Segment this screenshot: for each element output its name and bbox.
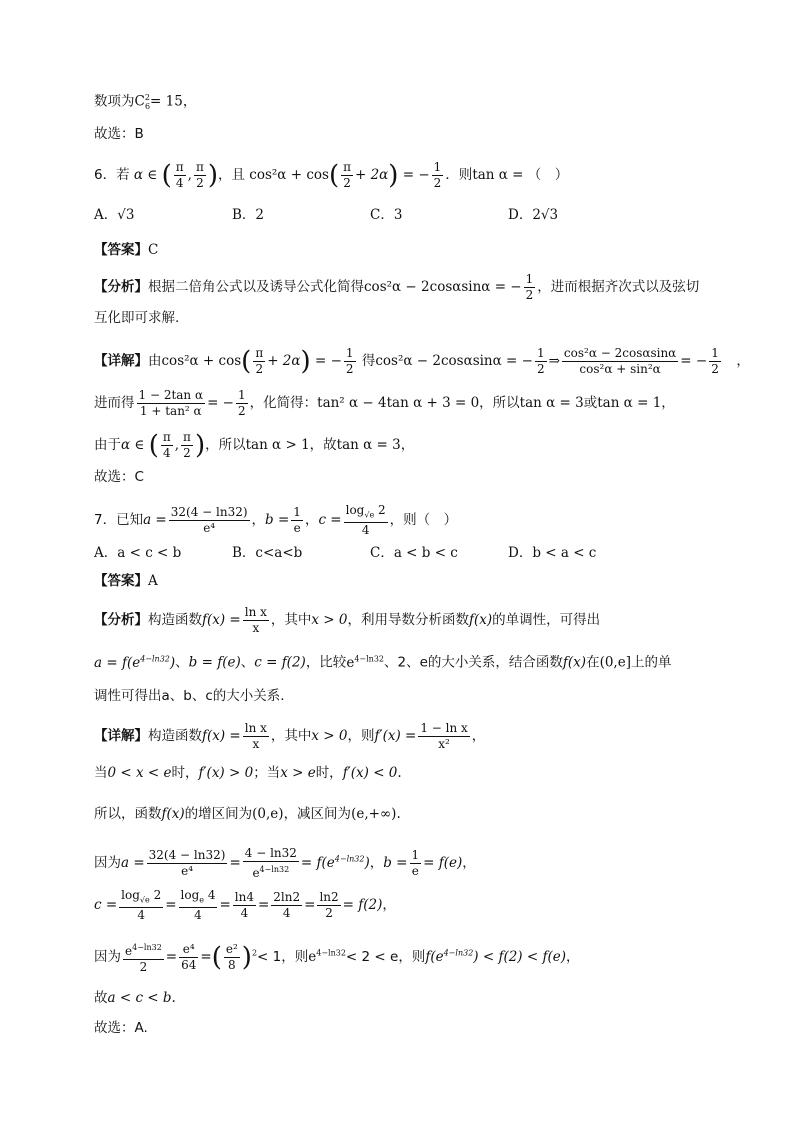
q7-option-c: C．a < b < c	[370, 545, 458, 561]
q7-analysis-sep1: 、	[175, 654, 189, 671]
q6-cos2-expr: cos²α + cos	[249, 167, 329, 183]
q6-detail-pr: )	[300, 346, 311, 377]
q7-detail-3c: 的增区间为	[184, 806, 253, 822]
q6-detail-line2	[94, 388, 675, 419]
q5-tail-end: ，	[182, 93, 197, 110]
q7-analysis-tag: 【分析】	[94, 612, 148, 628]
q6-detail-line3: 由于α ∈ ( $\frac{\pi}{4}$ , $\frac{\pi}{2}$ )，所以tan α > 1，故tan α = 3，	[94, 430, 415, 461]
q7-a-frac: $\frac{32(4 - \ln 32)}{\text{e⁴}}$	[170, 505, 248, 536]
q7-answer: A	[148, 573, 158, 589]
q6-detail-3b: ，所以	[205, 437, 246, 453]
q6-detail-3-pi4: $\frac{\pi}{4}$	[162, 430, 171, 460]
q6-answer-tag: 【答案】	[94, 242, 148, 258]
q6-detail-half4: $\frac{1}{2}$	[238, 388, 246, 418]
q7-detail-4-bfrac: $\frac{1}{e}$	[411, 848, 420, 878]
q7-detail-3g: .	[396, 806, 401, 822]
q7-option-a: A．a < c < b	[94, 545, 182, 561]
q7-detail-5-f2: $\frac{\log_e 4}{4}$	[180, 888, 216, 923]
q7-number: 7．已知	[94, 512, 144, 529]
q7-detail-3a: 所以，函数	[94, 806, 162, 822]
q6-frac-pi2: $\frac{\pi}{2}$	[195, 160, 204, 190]
q7-detail-6-f1: $\frac{e^{4-ln32}}{2}$	[123, 940, 164, 975]
q7-detail-2c: 时，	[171, 765, 199, 781]
q6-detail-pi2: $\frac{\pi}{2}$	[255, 346, 264, 376]
q7-analysis-a-def: $a = f(e^{4-ln32})$	[94, 654, 176, 671]
q7-detail-5-eq3: =	[257, 897, 270, 914]
q6-analysis-half: $\frac{1}{2}$	[525, 272, 534, 302]
q6-plus-2a: + 2α	[354, 167, 389, 183]
q7-detail-2a: 当	[94, 765, 108, 781]
q7-detail-5-ceq: c =	[94, 897, 118, 914]
q7-detail-6-ineq: $f(e^{4-ln32}) < f(2) < f(e)$	[425, 948, 566, 965]
q7-analysis-1e: f(x)	[469, 612, 493, 628]
q7-detail-5-eq1: =	[165, 897, 177, 914]
q6-detail-half2: $\frac{1}{2}$	[536, 346, 545, 376]
q6-if: 若	[116, 167, 130, 183]
q7-detail-2f: x > e	[280, 765, 316, 781]
q7-analysis-2c: f(x)	[562, 654, 587, 671]
q6-detail-eq1: = −	[310, 353, 342, 369]
q6-detail-3a: 由于	[94, 437, 121, 453]
q7-answer-tag: 【答案】	[94, 573, 148, 589]
q6-detail-line1	[94, 346, 750, 377]
q7-analysis-2: ，比较	[305, 654, 347, 671]
q7-sep1: ，	[251, 512, 266, 529]
q6-detail-implies: ⇒	[548, 353, 560, 369]
q6-detail-2e: tan α = 3	[519, 395, 584, 411]
q7-detail-4-eq: =	[229, 855, 241, 871]
q7-b-frac: $\frac{1}{e}$	[293, 505, 301, 536]
q6-detail-3-pl: (	[148, 430, 159, 461]
q7-detail-1b: ，其中	[270, 728, 312, 744]
q7-detail-4-aeq: a =	[121, 855, 145, 871]
q7-analysis-sep2: 、	[240, 654, 255, 671]
q7-detail-fx: f(x) =	[202, 728, 241, 744]
q5-select: 故选：B	[94, 126, 144, 142]
q6-detail-tag: 【详解】	[94, 353, 148, 369]
q7-detail-6-sq: 2	[251, 948, 258, 958]
q6-stem-end: ．则	[445, 167, 473, 183]
q7-detail-1d: ，则	[347, 728, 375, 744]
q7-detail-4-bf: = f(e)	[423, 855, 463, 871]
q5-comb-symbol: C	[134, 93, 145, 110]
q7-detail-4-f: = $f(e^{4-ln32})$	[300, 854, 370, 871]
q7-analysis-2d: 在	[586, 654, 600, 671]
q6-detail-half1: $\frac{1}{2}$	[345, 346, 354, 376]
q7-detail-6-eq2: =	[200, 949, 212, 965]
q6-detail-2f: 或	[583, 395, 598, 411]
q6-stem: 6．若 α ∈ ( $\frac{\pi}{4}$ , $\frac{\pi}{2}$ )，且 cos²α + cos( $\frac{\pi}{2}$ + 2α) = − $\frac{1}{2}$ ．则tan α = （ ）	[94, 160, 569, 191]
q7-detail-line5	[94, 888, 396, 923]
q7-detail-6b: < 1，则	[257, 949, 309, 965]
q7-answer-line	[94, 571, 158, 591]
q7-analysis-line3: 调性可得出a、b、c的大小关系.	[94, 688, 285, 704]
q6-option-a: A．√3	[94, 207, 135, 223]
q7-detail-line3	[94, 804, 401, 824]
q7-detail-5-f2val: = f(2)	[342, 897, 383, 914]
q7-detail-lnx: $\frac{\text{ln x}}{x}$	[244, 721, 267, 751]
q6-detail-1b: 得	[361, 353, 376, 369]
q7-detail-6c: < 2 < e，则	[345, 949, 426, 965]
q7-a-eq: a =	[143, 512, 167, 529]
q6-detail-2g: tan α = 1	[597, 395, 662, 411]
q7-detail-2g: 时，	[315, 765, 343, 781]
q6-paren-left: (	[161, 160, 172, 191]
q7-detail-3e: ，减区间为	[283, 806, 352, 822]
q6-detail-2a-text: 进而得	[94, 395, 135, 411]
q6-analysis-line2: 互化即可求解.	[94, 310, 180, 326]
q7-analysis-1d: ，利用导数分析函数	[347, 612, 470, 628]
q6-answer-line	[94, 240, 158, 260]
q6-detail-2a: + 2α	[267, 353, 301, 369]
q7-detail-2d: f′(x) > 0	[198, 765, 254, 781]
q6-detail-1a: 由	[148, 353, 162, 369]
q7-detail-4-sep: ，	[369, 855, 384, 871]
q7-detail-line1	[94, 721, 485, 752]
q6-detail-expr2: cos²α − 2cosαsinα = −	[375, 353, 533, 369]
q7-detail-6-exp: $e^{4-ln32}$	[308, 948, 346, 965]
q7-detail-5end: ，	[382, 897, 396, 914]
q6-detail-tan-frac: $\frac{\text{1 − 2tan α}}{\text{1 + tan² α}}$	[138, 388, 204, 418]
q7-detail-6-f2: $\frac{\text{e⁴}}{64}$	[181, 942, 197, 972]
q7-analysis-fx: f(x) =	[202, 612, 241, 628]
q6-detail-3d: ，故	[309, 437, 337, 453]
q7-detail-2b: 0 < x < e	[107, 765, 172, 781]
q6-analysis-tag: 【分析】	[94, 279, 148, 295]
q7-detail-7: 故	[94, 990, 108, 1006]
q6-analysis-expr: cos²α − 2cosαsinα = −	[364, 279, 522, 295]
q7-detail-2e: ；当	[253, 765, 281, 781]
q7-detail-1c: x > 0	[311, 728, 348, 744]
q7-detail-4-frac1: $\frac{32(4 - \ln 32)}{\text{e⁴}}$	[148, 848, 226, 878]
q7-sep2: ，	[304, 512, 319, 529]
q6-detail-pl: (	[241, 346, 252, 377]
q7-stem	[94, 503, 457, 538]
q7-option-b: B．c<a<b	[232, 545, 303, 561]
q7-detail-3b: f(x)	[161, 806, 185, 822]
q7-c-eq: c =	[318, 512, 342, 529]
q7-detail-5-f4: $\frac{2\ln 2}{4}$	[273, 890, 301, 921]
q7-detail-1: 构造函数	[148, 728, 202, 744]
q7-detail-6-pl: (	[211, 942, 222, 973]
q6-detail-half3: $\frac{1}{2}$	[711, 346, 719, 376]
q5-comb-sub: 6	[144, 102, 151, 112]
q5-tail-prefix: 数项为	[94, 93, 135, 110]
q7-analysis-exp: $e^{4-ln32}$	[346, 654, 384, 671]
q7-detail-6-eq1: =	[165, 949, 178, 965]
q6-detail-comma: ，	[722, 353, 750, 369]
q6-detail-2h: ，	[661, 395, 675, 411]
q7-detail-7c: .	[171, 990, 176, 1006]
q7-detail-5-f1: $\frac{\log_{√e} 2}{4}$	[121, 888, 162, 923]
q6-alpha-in: α ∈	[133, 167, 162, 183]
q6-paren-right-2: )	[388, 160, 399, 191]
q6-detail-tan-eq: = −	[207, 395, 234, 411]
q7-analysis-2e: (0,e]	[599, 654, 631, 671]
q7-detail-5-f3: $\frac{\ln 4}{4}$	[234, 890, 254, 921]
q7-analysis-2b: 、2、e的大小关系，结合函数	[384, 654, 563, 671]
q7-c-frac: $\frac{\log_{√e} 2}{4}$	[345, 503, 386, 538]
q6-detail-eq3: = −	[680, 353, 708, 369]
q6-detail-2b: ，化简得：	[249, 395, 318, 411]
q7-analysis-1f: 的单调性，可得出	[492, 612, 601, 628]
q7-detail-4b: ，	[462, 855, 476, 871]
q6-option-b: B．2	[232, 207, 265, 223]
q6-option-c: C．3	[370, 207, 403, 223]
q6-detail-big-frac: $\frac{\text{cos²α − 2cosαsinα}}{\text{cos²α + sin²α}}$	[563, 346, 677, 376]
q7-select: 故选：A.	[94, 1020, 148, 1036]
q6-frac-pi4: $\frac{\pi}{4}$	[175, 160, 184, 190]
q7-end: ，则（ ）	[389, 512, 458, 529]
q6-detail-3c: tan α > 1	[245, 437, 310, 453]
q7-analysis-2f: 上的单	[630, 654, 672, 671]
q7-analysis-1c: x > 0	[311, 612, 348, 628]
q7-analysis-1: 构造函数	[148, 612, 202, 628]
q7-detail-4-frac2: $\frac{4 - \ln 32}{e^{4-ln32}}$	[244, 846, 297, 880]
q6-detail-3e: tan α = 3	[336, 437, 401, 453]
q6-analysis-line1	[94, 272, 699, 303]
q7-detail-line7	[94, 988, 176, 1008]
q6-frac-half: $\frac{1}{2}$	[433, 160, 442, 190]
q6-detail-3-pr: )	[194, 430, 206, 461]
q7-detail-line6	[94, 940, 579, 975]
q5-comb-sup: 2	[144, 93, 150, 102]
q7-detail-2h: f′(x) < 0	[342, 765, 398, 781]
q6-select: 故选：C	[94, 469, 144, 485]
q6-analysis-text2: ，进而根据齐次式以及弦切	[537, 279, 700, 295]
q7-detail-7b: a < c < b	[107, 990, 172, 1006]
q7-detail-deriv: $\frac{\text{1 − ln x}}{\text{x²}}$	[420, 721, 468, 751]
q7-detail-3d: (0,e)	[252, 806, 284, 822]
q7-detail-comma1: ，	[471, 728, 486, 744]
q7-detail-line4	[94, 846, 476, 881]
q5-comb-eq: = 15	[150, 93, 183, 110]
q7-detail-2i: .	[397, 765, 402, 781]
q7-detail-4-beq: b =	[383, 855, 408, 871]
q6-paren-right: )	[207, 160, 218, 191]
q6-cond: ，且	[217, 167, 245, 183]
q7-detail-5-f5: $\frac{\ln 2}{2}$	[319, 890, 339, 921]
q6-detail-expr1: cos²α + cos	[161, 353, 242, 369]
q7-analysis-c-def: c = f(2)	[254, 654, 306, 671]
q6-answer: C	[148, 242, 159, 258]
q7-analysis-line1	[94, 605, 600, 636]
q7-detail-6-pr: )	[241, 942, 252, 973]
q7-analysis-1b: ，其中	[270, 612, 312, 628]
q7-detail-line2	[94, 763, 402, 783]
q7-analysis-lnx: $\frac{\text{ln x}}{x}$	[244, 605, 267, 635]
q7-analysis-b-def: b = f(e)	[188, 654, 241, 671]
q7-analysis-line2	[94, 649, 671, 673]
q6-detail-2c: tan² α − 4tan α + 3 = 0	[317, 395, 480, 411]
q6-analysis-text1: 根据二倍角公式以及诱导公式化简得	[148, 279, 364, 295]
q7-detail-tag: 【详解】	[94, 728, 148, 744]
q6-blank: tan α = （ ）	[472, 167, 569, 183]
q7-detail-6d: ，	[565, 949, 580, 965]
q7-detail-5-eq2: =	[219, 897, 231, 914]
q7-detail-6-f3: $\frac{\text{e²}}{8}$	[225, 942, 238, 972]
q7-option-d: D．b < a < c	[508, 545, 597, 561]
q6-detail-alpha-in: α ∈	[121, 437, 149, 453]
q7-detail-5-eq4: =	[304, 897, 316, 914]
q6-detail-2d: ，所以	[479, 395, 520, 411]
q7-detail-fpx: f′(x) =	[374, 728, 417, 744]
q5-tail-line	[94, 88, 196, 117]
q7-detail-3f: (e,+∞)	[351, 806, 397, 822]
q6-number: 6．	[94, 167, 117, 183]
q6-eq-minus: = −	[398, 167, 430, 183]
q6-detail-3-pi2: $\frac{\pi}{2}$	[183, 430, 191, 460]
q6-detail-3f: ，	[400, 437, 415, 453]
q6-option-d: D．2√3	[508, 207, 559, 223]
q7-b-eq: b =	[265, 512, 290, 529]
q6-frac-pi2-b: $\frac{\pi}{2}$	[343, 160, 351, 190]
q7-detail-4a: 因为	[94, 855, 121, 871]
q6-paren-left-2: (	[328, 160, 340, 191]
q7-detail-6a: 因为	[94, 949, 121, 965]
